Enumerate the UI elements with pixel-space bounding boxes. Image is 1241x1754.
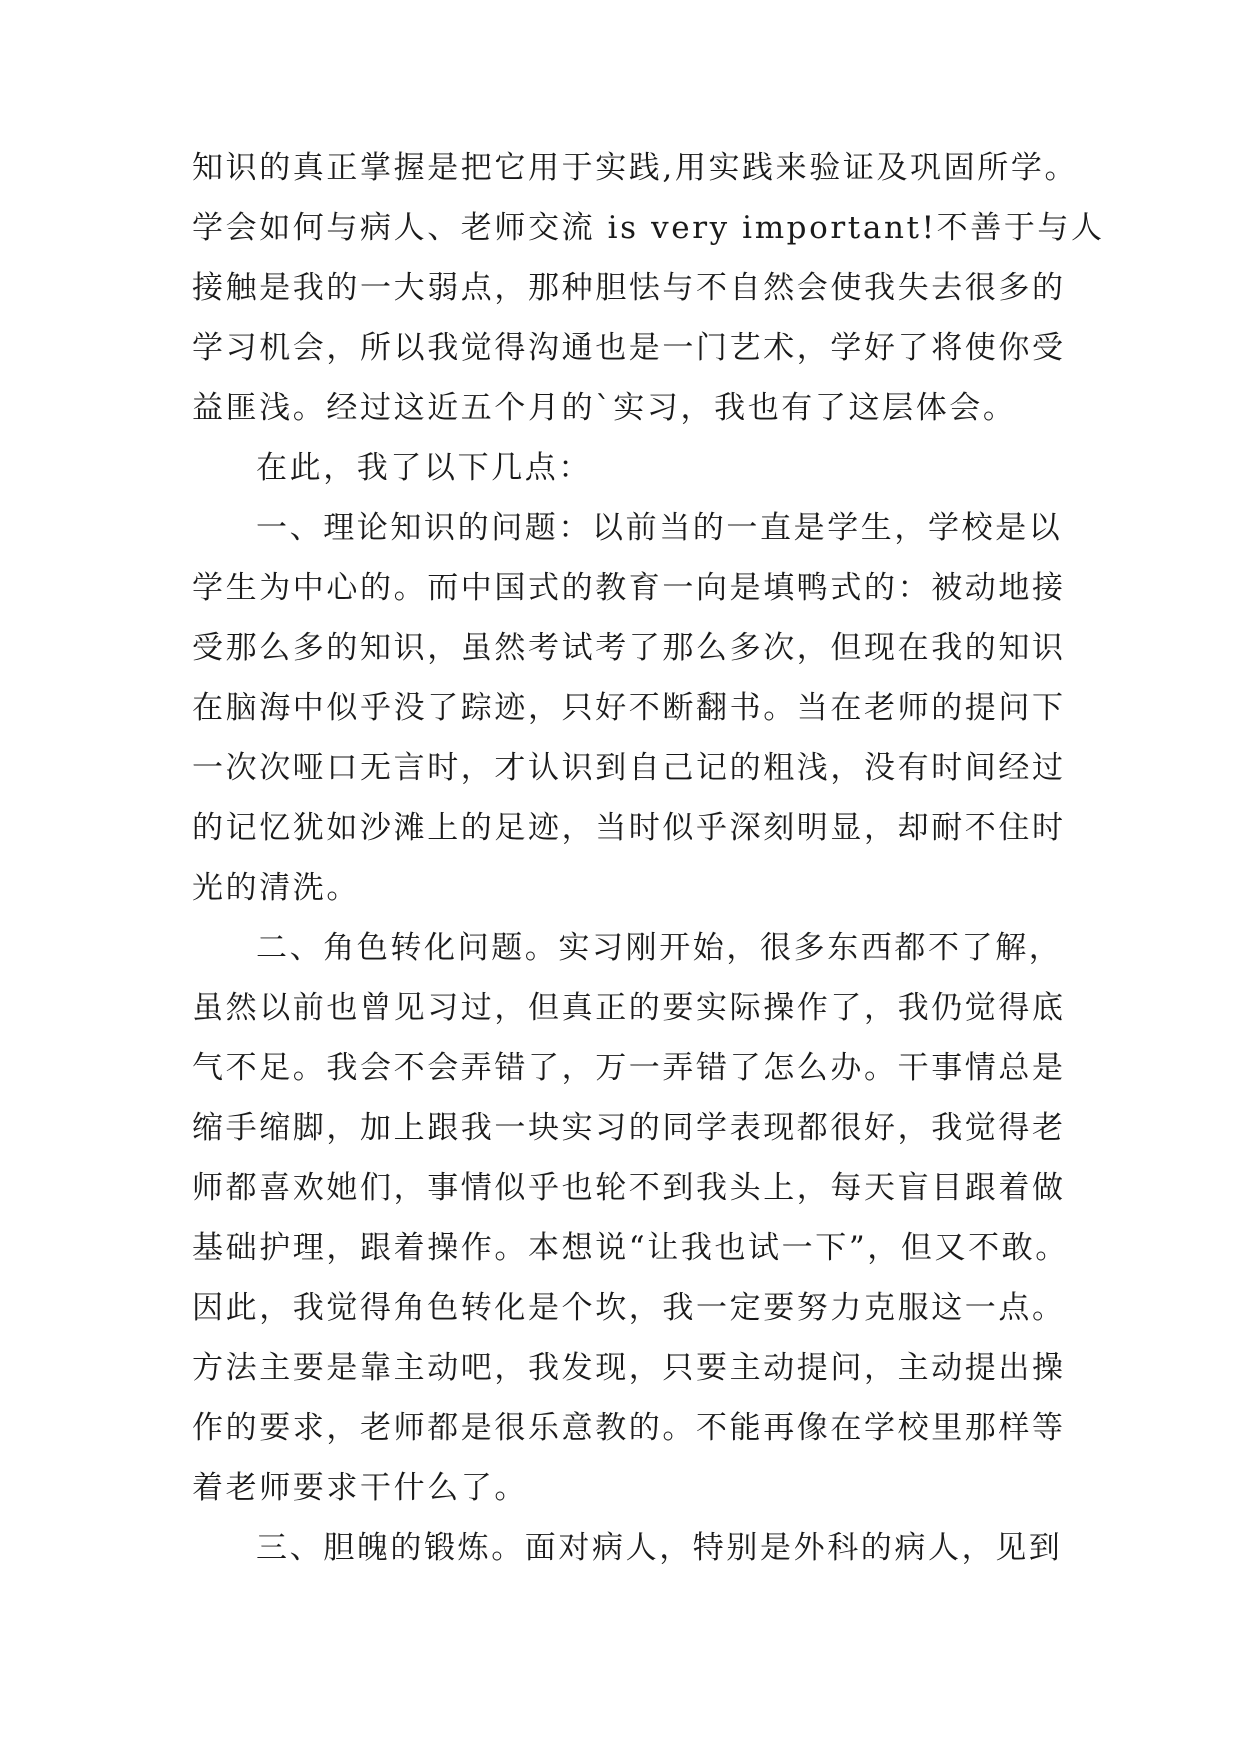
- text-line: 学习机会，所以我觉得沟通也是一门艺术，学好了将使你受: [192, 330, 1066, 366]
- text-line: 作的要求，老师都是很乐意教的。不能再像在学校里那样等: [192, 1410, 1066, 1446]
- text-line: 因此，我觉得角色转化是个坎，我一定要努力克服这一点。: [192, 1290, 1066, 1326]
- text-line: 光的清洗。: [192, 870, 360, 906]
- text-line: 着老师要求干什么了。: [192, 1470, 528, 1506]
- paragraph-start-line: 二、角色转化问题。实习刚开始，很多东西都不了解，: [256, 930, 1063, 966]
- text-line: 缩手缩脚，加上跟我一块实习的同学表现都很好，我觉得老: [192, 1110, 1066, 1146]
- paragraph-start-line: 一、理论知识的问题：以前当的一直是学生，学校是以: [256, 510, 1063, 546]
- text-line: 益匪浅。经过这近五个月的`实习，我也有了这层体会。: [192, 390, 1017, 426]
- text-line: 知识的真正掌握是把它用于实践,用实践来验证及巩固所学。: [192, 150, 1079, 186]
- text-line: 虽然以前也曾见习过，但真正的要实际操作了，我仍觉得底: [192, 990, 1066, 1026]
- text-line: 在脑海中似乎没了踪迹，只好不断翻书。当在老师的提问下: [192, 690, 1066, 726]
- paragraph-start-line: 在此，我了以下几点：: [256, 450, 592, 486]
- text-line: 气不足。我会不会弄错了，万一弄错了怎么办。干事情总是: [192, 1050, 1066, 1086]
- text-line: 师都喜欢她们，事情似乎也轮不到我头上，每天盲目跟着做: [192, 1170, 1066, 1206]
- text-line: 的记忆犹如沙滩上的足迹，当时似乎深刻明显，却耐不住时: [192, 810, 1066, 846]
- paragraph-start-line: 三、胆魄的锻炼。面对病人，特别是外科的病人，见到: [256, 1530, 1063, 1566]
- text-line: 接触是我的一大弱点，那种胆怯与不自然会使我失去很多的: [192, 270, 1066, 306]
- text-line: 一次次哑口无言时，才认识到自己记的粗浅，没有时间经过: [192, 750, 1066, 786]
- text-line: 基础护理，跟着操作。本想说“让我也试一下”，但又不敢。: [192, 1230, 1069, 1266]
- text-line: 受那么多的知识，虽然考试考了那么多次，但现在我的知识: [192, 630, 1066, 666]
- text-line: 学生为中心的。而中国式的教育一向是填鸭式的：被动地接: [192, 570, 1066, 606]
- text-line: 学会如何与病人、老师交流 is very important!不善于与人: [192, 210, 1105, 246]
- text-line: 方法主要是靠主动吧，我发现，只要主动提问，主动提出操: [192, 1350, 1066, 1386]
